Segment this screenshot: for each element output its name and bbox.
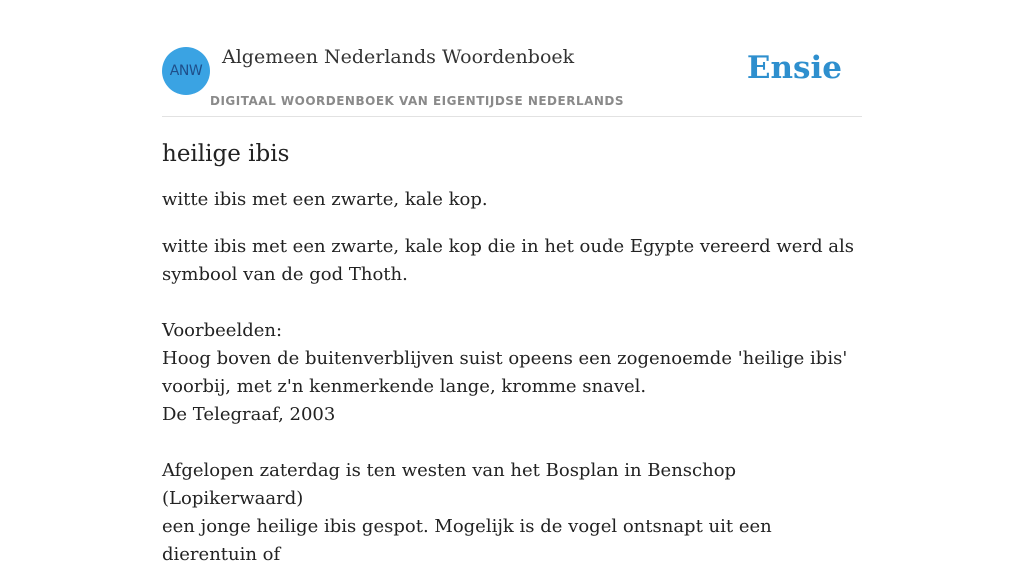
example-text-line: Afgelopen zaterdag is ten westen van het Bosplan in Benschop (Lopikerwaard)	[162, 460, 737, 509]
example-text-line: Hoog boven de buitenverblijven suist opeens een zogenoemde 'heilige ibis'	[162, 348, 848, 369]
site-title[interactable]: Algemeen Nederlands Woordenboek	[222, 46, 575, 68]
spacer	[162, 289, 862, 317]
long-definition-line: symbool van de god Thoth.	[162, 264, 408, 285]
headword: heilige ibis	[162, 141, 290, 167]
example-text-line: voorbij, met z'n kenmerkende lange, kromme snavel.	[162, 376, 647, 397]
examples-label: Voorbeelden:	[162, 320, 283, 341]
example-text-line: een jonge heilige ibis gespot. Mogelijk is de vogel ontsnapt uit een dierentuin of	[162, 516, 772, 565]
long-definition-line: witte ibis met een zwarte, kale kop die in het oude Egypte vereerd werd als	[162, 236, 855, 257]
site-subtitle: DIGITAAL WOORDENBOEK VAN EIGENTIJDSE NEDERLANDS	[210, 94, 625, 108]
logo-text: ANW	[169, 63, 203, 79]
entry-content	[162, 136, 862, 569]
example-source: De Telegraaf, 2003	[162, 404, 336, 425]
anw-logo[interactable]	[162, 47, 210, 95]
short-definition: witte ibis met een zwarte, kale kop.	[162, 189, 488, 210]
ensie-brand-link[interactable]: Ensie	[746, 50, 842, 86]
site-header	[162, 44, 862, 117]
long-definition-block	[162, 233, 862, 569]
spacer	[162, 429, 862, 457]
